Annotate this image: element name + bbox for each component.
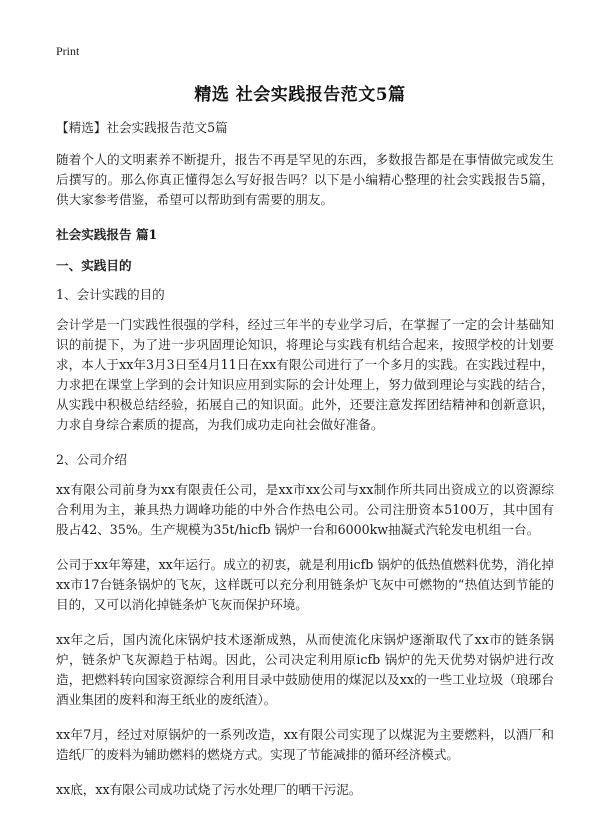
subheading-company-intro: 2、公司介绍 (56, 452, 127, 467)
paragraph-company-2: 公司于xx年筹建，xx年运行。成立的初衷，就是利用icfb 锅炉的低热值燃料优势，消化掉xx市17台链条锅炉的飞灰，这样既可以充分利用链条炉飞灰中可燃物的“热值达到节能的目的，又可以消化掉链条炉飞灰而保护环境。 (56, 557, 554, 612)
document-subtitle: 【精选】社会实践报告范文5篇 (56, 120, 228, 135)
document-body (56, 118, 554, 815)
paragraph-company-5: xx底，xx有限公司成功试烧了污水处理厂的晒干污泥。 (56, 782, 362, 797)
print-label: Print (56, 44, 80, 58)
report-heading: 社会实践报告 篇1 (56, 227, 158, 242)
paragraph-accounting-purpose: 会计学是一门实践性很强的学科，经过三年半的专业学习后，在掌握了一定的会计基础知识的前提下，为了进一步巩固理论知识，将理论与实践有机结合起来，按照学校的计划要求，本人于xx年3月3日至4月11日在xx有限公司进行了一个多月的实践。在实践过程中，力求把在课堂上学到的会计知识应用到实际的会计处理上，努力做到理论与实践的结合，从实践中积极总结经验，拓展自己的知识面。此外，还要注意发挥团结精神和创新意识，力求自身综合素质的提高，为我们成功走向社会做好准备。 (56, 317, 554, 432)
paragraph-company-4: xx年7月，经过对原锅炉的一系列改造，xx有限公司实现了以煤泥为主要燃料，以酒厂和造纸厂的废料为辅助燃料的燃烧方式。实现了节能减排的循环经济模式。 (56, 727, 554, 762)
subheading-accounting-purpose: 1、会计实践的目的 (56, 287, 165, 302)
section-heading-purpose: 一、实践目的 (56, 258, 132, 273)
paragraph-company-1: xx有限公司前身为xx有限责任公司，是xx市xx公司与xx制作所共同出资成立的以资源综合利用为主，兼具热力调峰功能的中外合作热电公司。公司注册资本5100万，其中国有股占42、35%。生产规模为35t/hicfb 锅炉一台和6000kw抽凝式汽轮发电机组一台。 (56, 482, 554, 537)
page-title: 精选 社会实践报告范文5篇 (194, 85, 406, 105)
intro-paragraph: 随着个人的文明素养不断提升，报告不再是罕见的东西，多数报告都是在事情做完或发生后撰写的。那么你真正懂得怎么写好报告吗？以下是小编精心整理的社会实践报告5篇，供大家参考借鉴，希望可以帮助到有需要的朋友。 (56, 152, 554, 207)
paragraph-company-3: xx年之后，国内流化床锅炉技术逐渐成熟，从而使流化床锅炉逐渐取代了xx市的链条锅炉，链条炉飞灰源趋于枯竭。因此，公司决定利用原icfb 锅炉的先天优势对锅炉进行改造，把燃料转向国家资源综合利用目录中鼓励使用的煤泥以及xx的一些工业垃圾（琅琊台酒业集团的废料和海王纸业的废纸渣）。 (56, 632, 554, 707)
